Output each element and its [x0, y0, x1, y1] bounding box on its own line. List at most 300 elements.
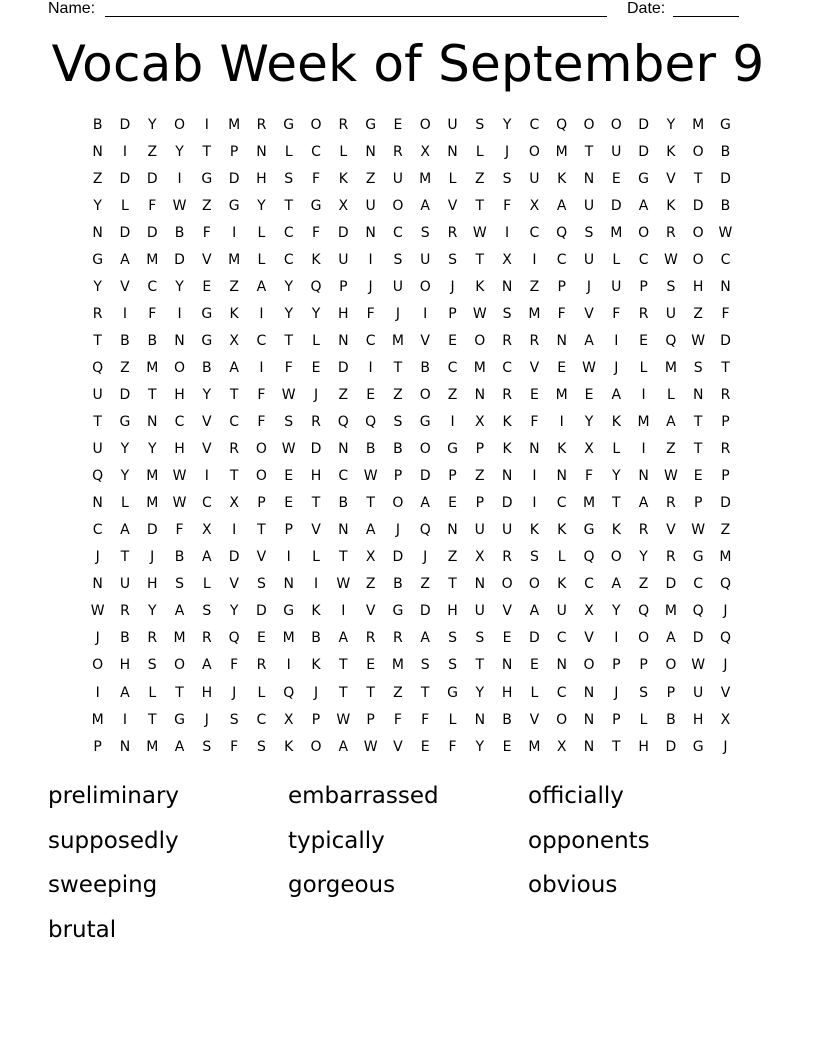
grid-letter: B [338, 495, 349, 512]
grid-letter: Z [693, 305, 703, 322]
grid-letter: C [92, 522, 103, 539]
grid-letter: N [365, 143, 376, 160]
grid-letter: Z [202, 197, 212, 214]
grid-letter: O [610, 549, 622, 566]
grid-letter: G [283, 116, 295, 133]
grid-letter: W [172, 495, 187, 512]
grid-letter: O [528, 576, 540, 593]
grid-letter: D [692, 197, 704, 214]
grid-letter: T [311, 495, 321, 512]
name-input-line[interactable] [105, 16, 607, 17]
grid-letter: F [557, 305, 566, 322]
grid-letter: S [284, 414, 294, 431]
grid-letter: T [693, 170, 703, 187]
grid-letter: F [148, 197, 157, 214]
grid-letter: K [666, 197, 676, 214]
grid-letter: S [393, 251, 403, 268]
grid-letter: L [121, 495, 129, 512]
grid-letter: G [720, 116, 731, 133]
grid-letter: V [120, 278, 130, 295]
grid-letter: C [556, 251, 567, 268]
grid-letter: O [556, 711, 568, 728]
grid-letter: P [366, 711, 375, 728]
grid-letter: S [202, 603, 212, 620]
grid-letter: L [257, 684, 266, 701]
grid-letter: O [174, 359, 186, 376]
grid-letter: D [392, 549, 404, 566]
grid-letter: O [474, 332, 486, 349]
grid-letter: C [693, 576, 704, 593]
grid-letter: U [92, 441, 103, 458]
grid-letter: D [146, 170, 158, 187]
grid-letter: P [557, 278, 566, 295]
grid-letter: Y [175, 143, 184, 160]
grid-letter: Y [175, 278, 184, 295]
grid-letter: X [202, 522, 212, 539]
grid-letter: O [638, 224, 650, 241]
grid-letter: J [586, 278, 592, 295]
grid-letter: A [638, 495, 649, 512]
grid-letter: T [339, 549, 348, 566]
grid-letter: C [201, 495, 212, 512]
grid-letter: J [313, 386, 319, 403]
grid-letter: L [530, 684, 539, 701]
grid-letter: L [284, 143, 293, 160]
grid-letter: Y [475, 738, 485, 755]
grid-letter: E [202, 278, 212, 295]
grid-letter: J [723, 603, 728, 620]
grid-letter: N [529, 441, 540, 458]
grid-letter: P [93, 738, 102, 755]
grid-letter: Z [229, 278, 239, 295]
grid-letter: M [146, 251, 159, 268]
grid-letter: D [337, 224, 349, 241]
grid-letter: T [366, 684, 375, 701]
grid-letter: I [614, 332, 619, 349]
grid-letter: I [532, 495, 537, 512]
grid-letter: C [256, 711, 267, 728]
grid-letter: M [391, 657, 404, 674]
date-label: Date: [627, 0, 666, 17]
grid-letter: T [284, 197, 293, 214]
grid-letter: R [638, 305, 649, 322]
grid-letter: J [95, 630, 100, 647]
grid-letter: N [338, 332, 349, 349]
grid-letter: C [311, 143, 321, 160]
grid-letter: W [691, 522, 706, 539]
grid-letter: R [92, 305, 103, 322]
grid-letter: O [692, 251, 704, 268]
grid-letter: F [230, 738, 239, 755]
grid-letter: B [311, 630, 321, 647]
grid-letter: U [693, 684, 704, 701]
grid-letter: R [338, 116, 349, 133]
grid-letter: Z [393, 684, 403, 701]
grid-letter: U [392, 170, 404, 187]
grid-letter: Q [92, 359, 104, 376]
grid-letter: L [612, 251, 621, 268]
grid-letter: O [255, 441, 267, 458]
grid-letter: W [663, 251, 678, 268]
grid-letter: I [368, 359, 373, 376]
grid-letter: M [610, 224, 623, 241]
grid-letter: T [202, 143, 212, 160]
grid-letter: T [612, 495, 621, 512]
grid-letter: E [639, 332, 649, 349]
grid-letter: U [92, 386, 103, 403]
grid-letter: Y [311, 305, 321, 322]
grid-letter: K [338, 170, 348, 187]
grid-letter: U [474, 522, 485, 539]
grid-letter: I [641, 386, 646, 403]
grid-letter: W [691, 657, 706, 674]
grid-letter: K [666, 143, 676, 160]
grid-letter: M [146, 495, 159, 512]
grid-letter: Z [92, 170, 103, 187]
grid-letter: Z [147, 143, 158, 160]
grid-letter: M [473, 359, 486, 376]
grid-letter: T [339, 657, 348, 674]
date-input-line[interactable] [673, 16, 739, 17]
grid-letter: Z [338, 386, 349, 403]
grid-letter: M [146, 468, 159, 485]
grid-letter: M [528, 738, 541, 755]
grid-letter: S [147, 657, 157, 674]
worksheet-header [0, 0, 816, 22]
grid-letter: J [204, 711, 209, 728]
grid-letter: S [393, 414, 403, 431]
grid-letter: O [501, 576, 513, 593]
grid-letter: L [257, 224, 266, 241]
grid-letter: W [90, 603, 105, 620]
grid-letter: B [147, 332, 158, 349]
grid-letter: N [447, 143, 458, 160]
grid-letter: B [502, 711, 512, 728]
grid-letter: D [720, 495, 731, 512]
grid-letter: M [91, 711, 104, 728]
grid-letter: L [557, 549, 566, 566]
grid-letter: N [174, 332, 185, 349]
grid-letter: W [363, 468, 378, 485]
grid-letter: K [529, 522, 539, 539]
grid-letter: F [503, 197, 512, 214]
word-list-item: preliminary [48, 783, 180, 809]
grid-letter: O [419, 278, 431, 295]
grid-letter: H [447, 603, 458, 620]
grid-letter: I [232, 522, 237, 539]
grid-letter: F [202, 224, 211, 241]
grid-letter: T [229, 468, 239, 485]
grid-letter: A [611, 386, 622, 403]
grid-letter: C [556, 495, 567, 512]
grid-letter: T [693, 441, 703, 458]
grid-letter: Z [475, 468, 485, 485]
grid-letter: N [720, 278, 731, 295]
grid-letter: M [228, 251, 241, 268]
grid-letter: I [368, 251, 373, 268]
grid-letter: T [93, 414, 102, 431]
grid-letter: X [229, 332, 239, 349]
grid-letter: Y [475, 684, 485, 701]
grid-letter: D [146, 224, 158, 241]
grid-letter: W [718, 224, 733, 241]
word-list-item: officially [528, 783, 624, 809]
grid-letter: L [339, 143, 348, 160]
grid-letter: P [311, 711, 321, 728]
grid-letter: I [614, 630, 619, 647]
grid-letter: N [92, 224, 103, 241]
grid-letter: N [556, 332, 567, 349]
grid-letter: R [447, 224, 458, 241]
grid-letter: R [502, 549, 512, 566]
grid-letter: C [283, 251, 294, 268]
grid-letter: T [257, 522, 266, 539]
grid-letter: I [559, 414, 564, 431]
grid-letter: U [338, 251, 349, 268]
grid-letter: B [393, 576, 403, 593]
grid-letter: X [502, 251, 512, 268]
grid-letter: C [529, 224, 540, 241]
grid-letter: C [147, 278, 158, 295]
grid-letter: C [584, 576, 594, 593]
grid-letter: E [529, 657, 539, 674]
grid-letter: Z [720, 522, 731, 539]
grid-letter: M [555, 143, 568, 160]
grid-letter: Y [584, 414, 594, 431]
grid-letter: C [256, 332, 267, 349]
grid-letter: I [341, 603, 346, 620]
grid-letter: M [692, 116, 705, 133]
grid-letter: T [721, 359, 730, 376]
grid-letter: K [311, 251, 321, 268]
grid-letter: Q [92, 468, 104, 485]
grid-letter: K [557, 576, 567, 593]
grid-letter: Z [365, 576, 376, 593]
grid-letter: O [310, 116, 322, 133]
grid-letter: R [666, 495, 676, 512]
grid-letter: E [366, 657, 376, 674]
grid-letter: Y [284, 278, 293, 295]
grid-letter: I [232, 224, 237, 241]
grid-letter: Q [228, 630, 240, 647]
grid-letter: W [281, 386, 296, 403]
grid-letter: W [472, 224, 487, 241]
grid-letter: P [612, 657, 621, 674]
grid-letter: S [256, 738, 266, 755]
grid-letter: E [502, 630, 512, 647]
page-title: Vocab Week of September 9 [51, 35, 765, 93]
grid-letter: S [639, 684, 649, 701]
grid-letter: J [313, 684, 319, 701]
grid-letter: R [720, 386, 731, 403]
grid-letter: J [614, 684, 619, 701]
grid-letter: M [637, 414, 650, 431]
grid-letter: G [365, 116, 377, 133]
grid-letter: G [583, 522, 595, 539]
grid-letter: A [529, 603, 540, 620]
grid-letter: N [147, 414, 158, 431]
grid-letter: O [174, 657, 186, 674]
grid-letter: U [583, 251, 595, 268]
grid-letter: Q [337, 414, 349, 431]
grid-letter: Y [147, 441, 157, 458]
grid-letter: T [612, 738, 621, 755]
grid-letter: Y [147, 116, 157, 133]
word-list-item: supposedly [48, 827, 179, 854]
word-list-item: embarrassed [288, 783, 439, 809]
grid-letter: A [256, 278, 267, 295]
grid-letter: Q [365, 414, 377, 431]
grid-letter: U [392, 278, 404, 295]
grid-letter: Y [612, 468, 621, 485]
grid-letter: D [119, 224, 131, 241]
grid-letter: P [721, 468, 730, 485]
grid-letter: F [366, 305, 375, 322]
grid-letter: I [177, 170, 182, 187]
grid-letter: D [119, 116, 131, 133]
grid-letter: G [92, 251, 104, 268]
grid-letter: L [666, 386, 675, 403]
grid-letter: H [692, 711, 704, 728]
grid-letter: W [582, 359, 596, 376]
grid-letter: K [284, 738, 294, 755]
grid-letter: C [174, 414, 185, 431]
grid-letter: M [146, 359, 159, 376]
grid-letter: D [337, 359, 349, 376]
grid-letter: D [638, 116, 649, 133]
grid-letter: I [204, 116, 209, 133]
grid-letter: S [284, 170, 294, 187]
grid-letter: Y [666, 116, 676, 133]
grid-letter: V [529, 711, 540, 728]
grid-letter: W [663, 468, 678, 485]
grid-letter: L [448, 170, 457, 187]
grid-letter: T [393, 359, 403, 376]
grid-letter: M [391, 332, 404, 349]
grid-letter: V [365, 603, 376, 620]
grid-letter: S [448, 630, 457, 647]
grid-letter: N [501, 278, 513, 295]
grid-letter: J [423, 549, 428, 566]
grid-letter: J [723, 738, 728, 755]
grid-letter: N [583, 738, 595, 755]
grid-letter: D [256, 603, 267, 620]
grid-letter: S [420, 657, 430, 674]
grid-letter: T [366, 495, 375, 512]
grid-letter: G [638, 170, 650, 187]
grid-letter: M [228, 116, 241, 133]
grid-letter: P [666, 684, 676, 701]
grid-letter: D [692, 630, 704, 647]
grid-letter: U [556, 603, 567, 620]
grid-letter: P [475, 441, 485, 458]
grid-letter: V [584, 305, 594, 322]
grid-letter: X [529, 197, 540, 214]
grid-letter: T [229, 386, 239, 403]
grid-letter: D [529, 630, 540, 647]
grid-letter: T [284, 332, 293, 349]
grid-letter: R [365, 630, 376, 647]
grid-letter: V [666, 170, 676, 187]
grid-letter: B [720, 143, 731, 160]
grid-letter: J [395, 305, 400, 322]
grid-letter: G [692, 738, 704, 755]
grid-letter: K [557, 441, 567, 458]
grid-letter: W [691, 332, 706, 349]
grid-letter: Z [365, 170, 376, 187]
grid-letter: N [556, 657, 567, 674]
grid-letter: U [447, 116, 458, 133]
grid-letter: N [338, 441, 349, 458]
grid-letter: W [172, 468, 187, 485]
grid-letter: Q [556, 224, 568, 241]
grid-letter: M [582, 495, 596, 512]
grid-letter: I [122, 143, 128, 160]
grid-letter: R [720, 441, 731, 458]
grid-letter: E [529, 386, 539, 403]
grid-letter: B [120, 630, 130, 647]
grid-letter: L [448, 711, 457, 728]
grid-letter: I [286, 549, 291, 566]
grid-letter: L [202, 576, 211, 593]
grid-letter: C [556, 630, 567, 647]
grid-letter: X [720, 711, 731, 728]
grid-letter: E [311, 359, 321, 376]
grid-letter: Y [147, 603, 157, 620]
word-list-item: brutal [48, 916, 117, 943]
grid-letter: N [92, 495, 103, 512]
grid-letter: E [420, 738, 430, 755]
grid-letter: T [93, 332, 102, 349]
grid-letter: Z [638, 576, 649, 593]
grid-letter: V [420, 332, 430, 349]
grid-letter: L [312, 332, 320, 349]
word-list-item: opponents [528, 827, 650, 854]
grid-letter: A [638, 197, 649, 214]
grid-letter: M [282, 630, 295, 647]
word-list-item: typically [288, 827, 385, 854]
grid-letter: D [146, 522, 158, 539]
grid-letter: N [501, 468, 513, 485]
grid-letter: Z [420, 576, 430, 593]
grid-letter: Y [257, 197, 266, 214]
grid-letter: V [229, 576, 239, 593]
grid-letter: I [122, 711, 128, 728]
grid-letter: A [584, 332, 594, 349]
grid-letter: D [119, 170, 131, 187]
grid-letter: U [501, 522, 513, 539]
grid-letter: B [120, 332, 130, 349]
grid-letter: N [447, 522, 458, 539]
grid-letter: C [447, 359, 458, 376]
grid-letter: R [393, 143, 403, 160]
grid-letter: U [583, 197, 595, 214]
grid-letter: J [395, 522, 400, 539]
grid-letter: X [420, 143, 430, 160]
grid-letter: G [119, 414, 131, 431]
grid-letter: R [529, 332, 540, 349]
grid-letter: M [173, 630, 186, 647]
name-label: Name: [48, 0, 96, 17]
grid-letter: L [121, 197, 129, 214]
grid-letter: V [502, 603, 512, 620]
grid-letter: J [723, 657, 728, 674]
grid-letter: N [256, 143, 267, 160]
grid-letter: J [150, 549, 155, 566]
grid-letter: L [639, 359, 648, 376]
grid-letter: I [313, 576, 319, 593]
grid-letter: O [174, 116, 186, 133]
